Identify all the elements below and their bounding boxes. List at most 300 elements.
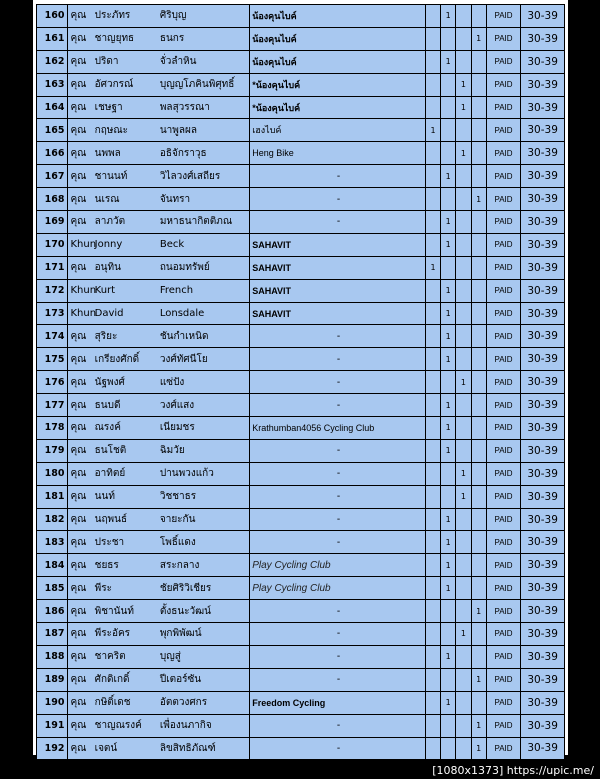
club-cell <box>250 142 426 165</box>
age-group: 30-39 <box>521 256 565 279</box>
size-empty-cell <box>456 27 471 50</box>
table-row <box>37 691 565 714</box>
table-row <box>37 188 565 211</box>
row-number: 184 <box>37 554 68 577</box>
size-mark-cell: 1 <box>456 462 471 485</box>
table-row <box>37 279 565 302</box>
row-number: 180 <box>37 462 68 485</box>
club-name: น้องคุนไบค์ <box>252 10 297 21</box>
participant-name <box>68 96 250 119</box>
age-group: 30-39 <box>521 188 565 211</box>
age-group: 30-39 <box>521 27 565 50</box>
name-prefix: คุณ <box>70 147 87 159</box>
participant-name <box>68 623 250 646</box>
club-cell <box>250 279 426 302</box>
size-empty-cell <box>425 211 440 234</box>
first-name: พีระ <box>94 582 112 594</box>
row-number: 190 <box>37 691 68 714</box>
last-name: จันทรา <box>159 193 191 205</box>
participant-name <box>68 119 250 142</box>
size-mark-cell: 1 <box>456 73 471 96</box>
payment-status: PAID <box>486 394 521 417</box>
name-prefix: คุณ <box>70 628 87 640</box>
first-name: นฤพนธ์ <box>94 514 128 526</box>
table-row <box>37 50 565 73</box>
row-number: 186 <box>37 600 68 623</box>
name-prefix: คุณ <box>70 422 87 434</box>
payment-status: PAID <box>486 531 521 554</box>
payment-status: PAID <box>486 5 521 28</box>
club-empty: - <box>336 720 341 732</box>
size-empty-cell <box>441 623 456 646</box>
payment-status: PAID <box>486 27 521 50</box>
club-cell <box>250 394 426 417</box>
row-number: 172 <box>37 279 68 302</box>
name-prefix: คุณ <box>70 353 87 365</box>
size-empty-cell <box>441 119 456 142</box>
first-name: อัศวกรณ์ <box>94 79 134 91</box>
row-number: 165 <box>37 119 68 142</box>
age-group: 30-39 <box>521 211 565 234</box>
age-group: 30-39 <box>521 531 565 554</box>
name-prefix: คุณ <box>70 399 87 411</box>
club-cell <box>250 96 426 119</box>
last-name: ปานพวงแก้ว <box>159 468 214 480</box>
participant-name <box>68 417 250 440</box>
club-empty: - <box>336 742 341 754</box>
participant-name <box>68 256 250 279</box>
size-mark-cell: 1 <box>441 165 456 188</box>
size-empty-cell <box>456 417 471 440</box>
row-number: 170 <box>37 233 68 256</box>
size-empty-cell <box>471 211 486 234</box>
name-prefix: คุณ <box>70 10 87 22</box>
club-name: SAHAVIT <box>252 262 292 273</box>
table-row <box>37 668 565 691</box>
last-name: มหาธนากิตติภณ <box>159 216 233 228</box>
name-prefix: คุณ <box>70 742 87 754</box>
size-empty-cell <box>456 737 471 760</box>
size-mark-cell: 1 <box>441 325 456 348</box>
club-name: น้องคุนไบค์ <box>252 56 297 67</box>
club-empty: - <box>336 353 341 365</box>
size-empty-cell <box>471 554 486 577</box>
row-number: 173 <box>37 302 68 325</box>
size-empty-cell <box>471 73 486 96</box>
participant-name <box>68 554 250 577</box>
name-prefix: คุณ <box>70 445 87 457</box>
first-name: นพพล <box>94 147 121 159</box>
last-name: วิไลวงศ์เสถียร <box>159 170 221 182</box>
participant-name <box>68 394 250 417</box>
club-cell <box>250 5 426 28</box>
size-empty-cell <box>456 5 471 28</box>
payment-status: PAID <box>486 714 521 737</box>
club-name: Play Cycling Club <box>252 582 331 594</box>
age-group: 30-39 <box>521 371 565 394</box>
size-mark-cell: 1 <box>456 485 471 508</box>
size-empty-cell <box>425 371 440 394</box>
name-prefix: คุณ <box>70 124 87 136</box>
age-group: 30-39 <box>521 142 565 165</box>
payment-status: PAID <box>486 233 521 256</box>
row-number: 174 <box>37 325 68 348</box>
size-empty-cell <box>456 645 471 668</box>
payment-status: PAID <box>486 462 521 485</box>
size-empty-cell <box>456 188 471 211</box>
age-group: 30-39 <box>521 645 565 668</box>
age-group: 30-39 <box>521 417 565 440</box>
club-cell <box>250 165 426 188</box>
club-empty: - <box>336 651 341 663</box>
size-empty-cell <box>456 439 471 462</box>
row-number: 182 <box>37 508 68 531</box>
age-group: 30-39 <box>521 73 565 96</box>
participants-table <box>36 4 565 760</box>
size-empty-cell <box>471 165 486 188</box>
size-mark-cell: 1 <box>425 256 440 279</box>
size-empty-cell <box>425 279 440 302</box>
size-empty-cell <box>441 27 456 50</box>
size-empty-cell <box>456 691 471 714</box>
name-prefix: คุณ <box>70 559 87 571</box>
size-mark-cell: 1 <box>441 577 456 600</box>
payment-status: PAID <box>486 737 521 760</box>
participant-name <box>68 50 250 73</box>
size-mark-cell: 1 <box>441 233 456 256</box>
last-name: Lonsdale <box>159 308 205 320</box>
size-empty-cell <box>441 600 456 623</box>
payment-status: PAID <box>486 577 521 600</box>
payment-status: PAID <box>486 439 521 462</box>
size-empty-cell <box>471 531 486 554</box>
club-empty: - <box>336 330 341 342</box>
size-empty-cell <box>441 142 456 165</box>
first-name: ประภัทร <box>94 10 131 22</box>
size-mark-cell: 1 <box>441 531 456 554</box>
participant-name <box>68 233 250 256</box>
club-name: Freedom Cycling <box>252 697 326 708</box>
row-number: 168 <box>37 188 68 211</box>
last-name: วิชชาธร <box>159 491 197 503</box>
size-mark-cell: 1 <box>441 645 456 668</box>
club-name: *น้องคุนไบค์ <box>252 102 301 113</box>
club-name: เฮงไบค์ <box>252 125 282 136</box>
last-name: เพื่องนภากิจ <box>159 720 212 732</box>
size-empty-cell <box>456 325 471 348</box>
size-empty-cell <box>425 508 440 531</box>
payment-status: PAID <box>486 623 521 646</box>
age-group: 30-39 <box>521 462 565 485</box>
size-empty-cell <box>471 462 486 485</box>
name-prefix: คุณ <box>70 536 87 548</box>
first-name: ชาญณรงค์ <box>94 720 142 732</box>
size-mark-cell: 1 <box>471 188 486 211</box>
size-mark-cell: 1 <box>471 27 486 50</box>
club-name: SAHAVIT <box>252 308 292 319</box>
size-empty-cell <box>425 417 440 440</box>
size-empty-cell <box>441 462 456 485</box>
last-name: อธิจักราวุธ <box>159 147 207 159</box>
size-empty-cell <box>425 302 440 325</box>
first-name: อาทิตย์ <box>94 468 126 480</box>
age-group: 30-39 <box>521 737 565 760</box>
club-cell <box>250 256 426 279</box>
club-cell <box>250 714 426 737</box>
size-empty-cell <box>456 714 471 737</box>
name-prefix: คุณ <box>70 491 87 503</box>
size-mark-cell: 1 <box>471 600 486 623</box>
club-empty: - <box>336 468 341 480</box>
first-name: พีระอัคร <box>94 628 131 640</box>
age-group: 30-39 <box>521 577 565 600</box>
last-name: อัตตวงศกร <box>159 697 208 709</box>
size-empty-cell <box>456 394 471 417</box>
age-group: 30-39 <box>521 554 565 577</box>
size-empty-cell <box>425 165 440 188</box>
name-prefix: คุณ <box>70 674 87 686</box>
size-empty-cell <box>425 394 440 417</box>
last-name: ลิขสิทธิภัณฑ์ <box>159 742 216 754</box>
first-name: ประชา <box>94 536 125 548</box>
age-group: 30-39 <box>521 50 565 73</box>
club-cell <box>250 119 426 142</box>
last-name: Beck <box>159 239 185 251</box>
last-name: ฉิมวัย <box>159 445 185 457</box>
participant-name <box>68 165 250 188</box>
participant-name <box>68 531 250 554</box>
row-number: 176 <box>37 371 68 394</box>
size-empty-cell <box>441 371 456 394</box>
size-empty-cell <box>425 623 440 646</box>
club-cell <box>250 371 426 394</box>
size-empty-cell <box>425 96 440 119</box>
size-empty-cell <box>471 142 486 165</box>
first-name: ชานนท์ <box>94 170 128 182</box>
size-empty-cell <box>425 462 440 485</box>
payment-status: PAID <box>486 73 521 96</box>
payment-status: PAID <box>486 554 521 577</box>
participant-name <box>68 211 250 234</box>
payment-status: PAID <box>486 417 521 440</box>
last-name: นาพูลผล <box>159 124 198 136</box>
size-empty-cell <box>471 119 486 142</box>
participant-name <box>68 5 250 28</box>
name-prefix: คุณ <box>70 582 87 594</box>
size-empty-cell <box>425 737 440 760</box>
last-name: ธนกร <box>159 33 185 45</box>
size-mark-cell: 1 <box>471 668 486 691</box>
age-group: 30-39 <box>521 233 565 256</box>
table-row <box>37 142 565 165</box>
table-row <box>37 508 565 531</box>
table-row <box>37 302 565 325</box>
first-name: เกรียงศักดิ์ <box>94 353 140 365</box>
age-group: 30-39 <box>521 600 565 623</box>
row-number: 188 <box>37 645 68 668</box>
size-empty-cell <box>441 188 456 211</box>
payment-status: PAID <box>486 96 521 119</box>
size-empty-cell <box>471 348 486 371</box>
size-empty-cell <box>441 714 456 737</box>
first-name: นเรณ <box>94 193 120 205</box>
club-empty: - <box>336 399 341 411</box>
size-empty-cell <box>471 508 486 531</box>
first-name: Kurt <box>94 285 116 297</box>
table-row <box>37 531 565 554</box>
table-row <box>37 371 565 394</box>
club-cell <box>250 50 426 73</box>
participant-name <box>68 73 250 96</box>
size-empty-cell <box>441 668 456 691</box>
size-empty-cell <box>456 600 471 623</box>
table-body <box>37 5 565 760</box>
size-empty-cell <box>425 485 440 508</box>
row-number: 167 <box>37 165 68 188</box>
last-name: โพธิ์แดง <box>159 536 196 548</box>
size-empty-cell <box>441 73 456 96</box>
first-name: ธนบดี <box>94 399 121 411</box>
size-mark-cell: 1 <box>441 5 456 28</box>
size-empty-cell <box>471 325 486 348</box>
size-empty-cell <box>425 27 440 50</box>
size-mark-cell: 1 <box>441 348 456 371</box>
size-empty-cell <box>456 256 471 279</box>
size-empty-cell <box>471 50 486 73</box>
table-row <box>37 211 565 234</box>
table-row <box>37 577 565 600</box>
first-name: เจตน์ <box>94 742 118 754</box>
payment-status: PAID <box>486 668 521 691</box>
size-empty-cell <box>471 371 486 394</box>
participant-name <box>68 691 250 714</box>
size-empty-cell <box>456 508 471 531</box>
size-mark-cell: 1 <box>456 623 471 646</box>
name-prefix: คุณ <box>70 651 87 663</box>
table-row <box>37 417 565 440</box>
first-name: ปริดา <box>94 56 119 68</box>
size-empty-cell <box>456 302 471 325</box>
age-group: 30-39 <box>521 394 565 417</box>
club-cell <box>250 233 426 256</box>
size-mark-cell: 1 <box>441 691 456 714</box>
club-cell <box>250 485 426 508</box>
name-prefix: คุณ <box>70 514 87 526</box>
size-empty-cell <box>425 531 440 554</box>
club-cell <box>250 188 426 211</box>
name-prefix: Khun <box>70 239 97 251</box>
size-empty-cell <box>425 600 440 623</box>
first-name: อนุทิน <box>94 262 121 274</box>
club-cell <box>250 439 426 462</box>
row-number: 162 <box>37 50 68 73</box>
last-name: วงศ์แสง <box>159 399 195 411</box>
participant-name <box>68 668 250 691</box>
row-number: 171 <box>37 256 68 279</box>
table-row <box>37 5 565 28</box>
size-empty-cell <box>425 691 440 714</box>
participant-name <box>68 508 250 531</box>
size-mark-cell: 1 <box>456 142 471 165</box>
size-empty-cell <box>441 96 456 119</box>
age-group: 30-39 <box>521 279 565 302</box>
age-group: 30-39 <box>521 714 565 737</box>
name-prefix: Khun <box>70 285 97 297</box>
club-cell <box>250 417 426 440</box>
participant-name <box>68 348 250 371</box>
table-row <box>37 485 565 508</box>
table-row <box>37 737 565 760</box>
club-cell <box>250 302 426 325</box>
last-name: เนียมชร <box>159 422 195 434</box>
payment-status: PAID <box>486 371 521 394</box>
table-row <box>37 714 565 737</box>
participant-name <box>68 142 250 165</box>
club-cell <box>250 73 426 96</box>
last-name: ปีเตอร์ซัน <box>159 674 202 686</box>
payment-status: PAID <box>486 256 521 279</box>
participant-name <box>68 462 250 485</box>
size-mark-cell: 1 <box>441 417 456 440</box>
club-cell <box>250 577 426 600</box>
size-empty-cell <box>425 348 440 371</box>
size-empty-cell <box>425 233 440 256</box>
name-prefix: คุณ <box>70 262 87 274</box>
name-prefix: คุณ <box>70 720 87 732</box>
name-prefix: คุณ <box>70 56 87 68</box>
age-group: 30-39 <box>521 508 565 531</box>
club-empty: - <box>336 628 341 640</box>
age-group: 30-39 <box>521 439 565 462</box>
row-number: 192 <box>37 737 68 760</box>
table-row <box>37 645 565 668</box>
row-number: 183 <box>37 531 68 554</box>
age-group: 30-39 <box>521 302 565 325</box>
payment-status: PAID <box>486 279 521 302</box>
club-cell <box>250 508 426 531</box>
size-empty-cell <box>471 394 486 417</box>
club-name: Krathumban4056 Cycling Club <box>252 422 375 433</box>
size-empty-cell <box>425 439 440 462</box>
size-empty-cell <box>425 73 440 96</box>
club-empty: - <box>336 514 341 526</box>
club-empty: - <box>336 193 341 205</box>
club-cell <box>250 737 426 760</box>
last-name: แซ่ปัง <box>159 376 185 388</box>
table-row <box>37 348 565 371</box>
table-row <box>37 27 565 50</box>
size-empty-cell <box>425 668 440 691</box>
size-empty-cell <box>471 623 486 646</box>
first-name: นนท์ <box>94 491 115 503</box>
row-number: 160 <box>37 5 68 28</box>
size-empty-cell <box>456 554 471 577</box>
size-mark-cell: 1 <box>441 439 456 462</box>
age-group: 30-39 <box>521 165 565 188</box>
row-number: 177 <box>37 394 68 417</box>
size-empty-cell <box>456 279 471 302</box>
name-prefix: คุณ <box>70 33 87 45</box>
first-name: พิชานันท์ <box>94 605 134 617</box>
participant-name <box>68 302 250 325</box>
first-name: Jonny <box>94 239 123 251</box>
age-group: 30-39 <box>521 668 565 691</box>
last-name: สระกลาง <box>159 559 200 571</box>
row-number: 191 <box>37 714 68 737</box>
table-row <box>37 439 565 462</box>
size-empty-cell <box>456 531 471 554</box>
size-mark-cell: 1 <box>441 508 456 531</box>
